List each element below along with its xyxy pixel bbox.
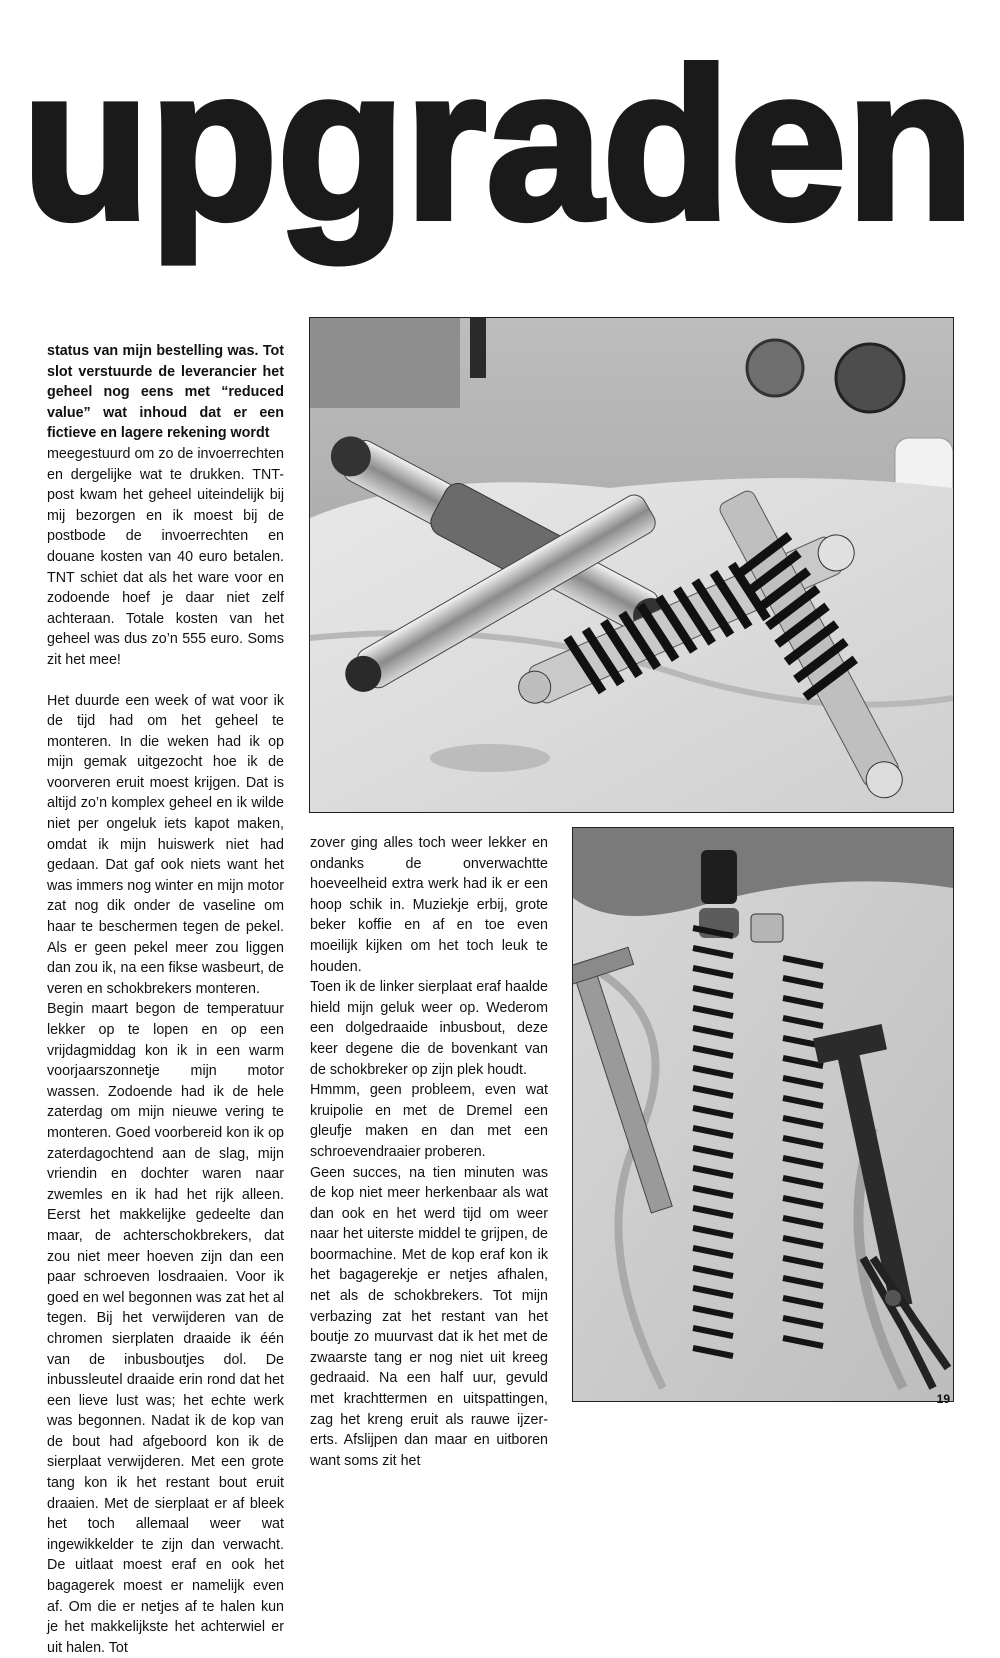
page-number: 19 — [936, 1392, 950, 1406]
paragraph: Het duurde een week of wat voor ik de tijd had om het geheel te monteren. In die weken had ik op mijn gemak uitgezocht hoe ik de voorveren eruit moest krijgen. Dat is altijd zo’n komplex geheel en ik wilde niet per ongeluk iets kapot maken, omdat ik mijn huiswerk niet had gedaan. Dat gaf ook niets want het was immers nog winter en mijn motor zat nog dik onder de vaseline om haar te beschermen tegen de pekel. Als er geen pekel meer zou liggen dan zou ik, na een fikse wasbeurt, de veren en schokbrekers monteren. — [47, 692, 284, 997]
article-column-middle — [310, 833, 548, 1471]
lead-text: status van mijn bestelling was. Tot slot verstuurde de leverancier het geheel nog eens met “reduced value” wat inhoud dat er een fictieve en lagere rekening wordt — [47, 343, 284, 442]
headline — [20, 60, 980, 310]
paragraph: zover ging alles toch weer lekker en ondanks de onverwachtte hoeveelheid extra werk had ik er een hoop schik in. Muziekje erbij, grote beker koffie en af en toe even moeilijk kijken om het toch leuk te houden. — [310, 835, 548, 975]
paragraph: Geen succes, na tien minuten was de kop niet meer herkenbaar als wat dan ook en het werd tijd om weer naar het uiterste middel te grijpen, de boormachine. Met de kop eraf kon ik het bagagerekje er netjes afhalen, net als de schokbrekers. Tot mijn verbazing zat het restant van het boutje zo muurvast dat ik het met de zwaarste tang er nog niet uit kreeg gedraaid. Na een half uur, gevuld met krachttermen en uitspattingen, zag het kreng eruit als rauwe ijzer-erts. Afslijpen dan maar en uitboren want soms zit het — [310, 1164, 548, 1469]
headline-graphic — [20, 60, 980, 310]
paragraph: Hmmm, geen probleem, even wat kruipolie en met de Dremel een gleufje maken en dan met een schroevendraaier proberen. — [310, 1082, 548, 1160]
paragraph: Toen ik de linker sierplaat eraf haalde hield mijn geluk weer op. Wederom een dolgedraaide inbusbout, deze keer degene die de bovenkant van de schokbreker op zijn plek houdt. — [310, 979, 548, 1078]
paragraph: Begin maart begon de temperatuur lekker op te lopen en op een vrijdagmiddag kon ik in een warm voorjaarszonnetje mijn motor wassen. Zodoende had ik de hele zaterdag om mijn nieuwe vering te monteren. Goed voorbereid kon ik op zaterdagochtend aan de slag, mijn vriendin en dochter waren naar zwemles en ik had het rijk alleen. Eerst het makkelijke gedeelte dan maar, de achterschokbrekers, dat zou niet meer hoeven zijn dan een paar schroeven losdraaien. Voor ik goed en wel begonnen was zat het al tegen. Bij het verwijderen van de chromen sierplaten draaide ik één van de inbusboutjes dol. De inbussleutel draaide erin rond dat het een lieve lust was; het echte werk was begonnen. Nadat ik de kop van de bout had afgeboord kon ik de sierplaat verwijderen. Met een grote tang kon ik het restant bout eruit draaien. Met de sierplaat er af bleek het toch allemaal weer wat ingewikkelder te zijn dan verwacht. De uitlaat moest eraf en ook het bagagerek moest er namelijk even af. Om die er netjes af te halen kun je het makkelijkste het achterwiel er uit halen. Tot — [47, 1001, 284, 1656]
article-column-left — [47, 341, 284, 1658]
headline-text: upgraden — [22, 60, 974, 264]
photo-shock-absorbers — [309, 317, 954, 813]
photo-springs-and-tools — [572, 827, 954, 1402]
paragraph: meegestuurd om zo de invoerrechten en dergelijke wat te drukken. TNT-post kwam het geheel uiteindelijk bij mij bezorgen en ik moest bij de postbode de invoerrechten en douane kosten van 40 euro betalen. TNT schiet dat als het ware voor en zodoende hoef je daar niet zelf achteraan. Totale kosten van het geheel was dus zo’n 555 euro. Soms zit het mee! — [47, 445, 284, 668]
